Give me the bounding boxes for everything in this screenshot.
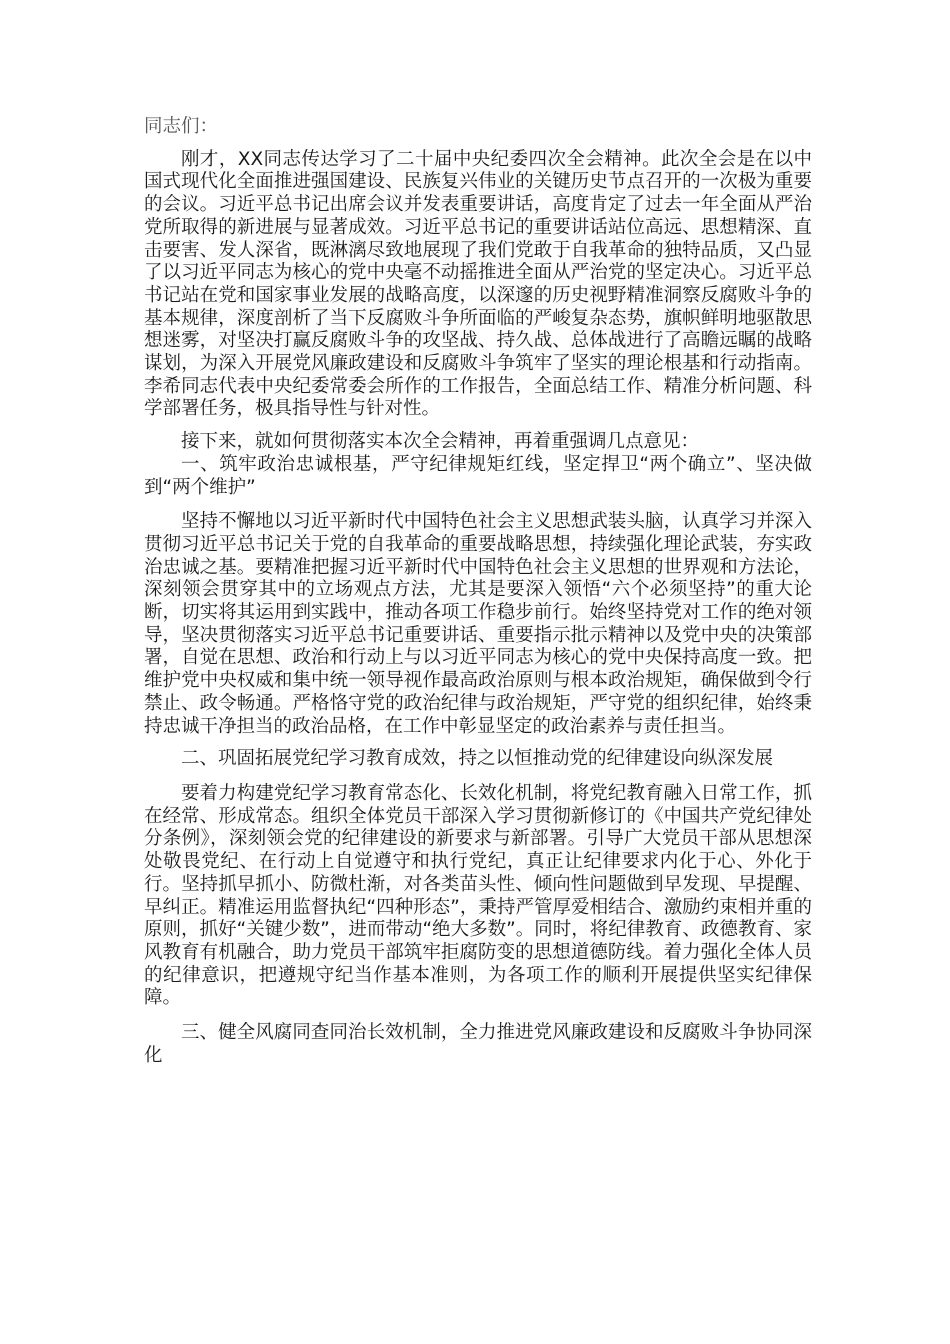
transition-paragraph: 接下来，就如何贯彻落实本次全会精神，再着重强调几点意见： bbox=[181, 431, 700, 453]
salutation: 同志们： bbox=[144, 116, 219, 137]
section-body-2: 要着力构建党纪学习教育常态化、长效化机制，将党纪教育融入日常工作，抓在经常、形成常态。组织全体党员干部深入学习贯彻新修订的《中国共产党纪律处分条例》，深刻领会党的纪律建设的新要求与新部署。引导广大党员干部从思想深处敬畏党纪、在行动上自觉遵守和执行党纪，真正让纪律要求内化于心、外化于行。坚持抓早抓小、防微杜渐，对各类苗头性、倾向性问题做到早发现、早提醒、早纠正。精准运用监督执纪“四种形态”，秉持严管厚爱相结合、激励约束相并重的原则，抓好“关键少数”，进而带动“绝大多数”。同时，将纪律教育、政德教育、家风教育有机融合，助力党员干部筑牢拒腐防变的思想道德防线。着力强化全体人员的纪律意识，把遵规守纪当作基本准则，为各项工作的顺利开展提供坚实纪律保障。 bbox=[144, 782, 812, 1009]
document-page bbox=[144, 116, 812, 1067]
section-heading-1: 一、筑牢政治忠诚根基，严守纪律规矩红线，坚定捍卫“两个确立”、坚决做到“两个维护” bbox=[144, 453, 812, 498]
intro-paragraph: 刚才，XX同志传达学习了二十届中央纪委四次全会精神。此次全会是在以中国式现代化全面推进强国建设、民族复兴伟业的关键历史节点召开的一次极为重要的会议。习近平总书记出席会议并发表重要讲话，高度肯定了过去一年全面从严治党所取得的新进展与显著成效。习近平总书记的重要讲话站位高远、思想精深、直击要害、发人深省，既淋漓尽致地展现了我们党敢于自我革命的独特品质，又凸显了以习近平同志为核心的党中央毫不动摇推进全面从严治党的坚定决心。习近平总书记站在党和国家事业发展的战略高度，以深邃的历史视野精准洞察反腐败斗争的基本规律，深度剖析了当下反腐败斗争所面临的严峻复杂态势，旗帜鲜明地驱散思想迷雾，对坚决打赢反腐败斗争的攻坚战、持久战、总体战进行了高瞻远瞩的战略谋划，为深入开展党风廉政建设和反腐败斗争筑牢了坚实的理论根基和行动指南。李希同志代表中央纪委常委会所作的工作报告，全面总结工作、精准分析问题、科学部署任务，极具指导性与针对性。 bbox=[144, 148, 812, 420]
section-body-1: 坚持不懈地以习近平新时代中国特色社会主义思想武装头脑，认真学习并深入贯彻习近平总书记关于党的自我革命的重要战略思想，持续强化理论武装，夯实政治忠诚之基。要精准把握习近平新时代中国特色社会主义思想的世界观和方法论，深刻领会贯穿其中的立场观点方法，尤其是要深入领悟“六个必须坚持”的重大论断，切实将其运用到实践中，推动各项工作稳步前行。始终坚持党对工作的绝对领导，坚决贯彻落实习近平总书记重要讲话、重要指示批示精神以及党中央的决策部署，自觉在思想、政治和行动上与以习近平同志为核心的党中央保持高度一致。把维护党中央权威和集中统一领导视作最高政治原则与根本政治规矩，确保做到令行禁止、政令畅通。严格恪守党的政治纪律与政治规矩，严守党的组织纪律，始终秉持忠诚干净担当的政治品格，在工作中彰显坚定的政治素养与责任担当。 bbox=[144, 511, 812, 737]
section-heading-2: 二、巩固拓展党纪学习教育成效，持之以恒推动党的纪律建设向纵深发展 bbox=[181, 748, 774, 770]
section-heading-3: 三、健全风腐同查同治长效机制，全力推进党风廉政建设和反腐败斗争协同深化 bbox=[144, 1022, 812, 1066]
